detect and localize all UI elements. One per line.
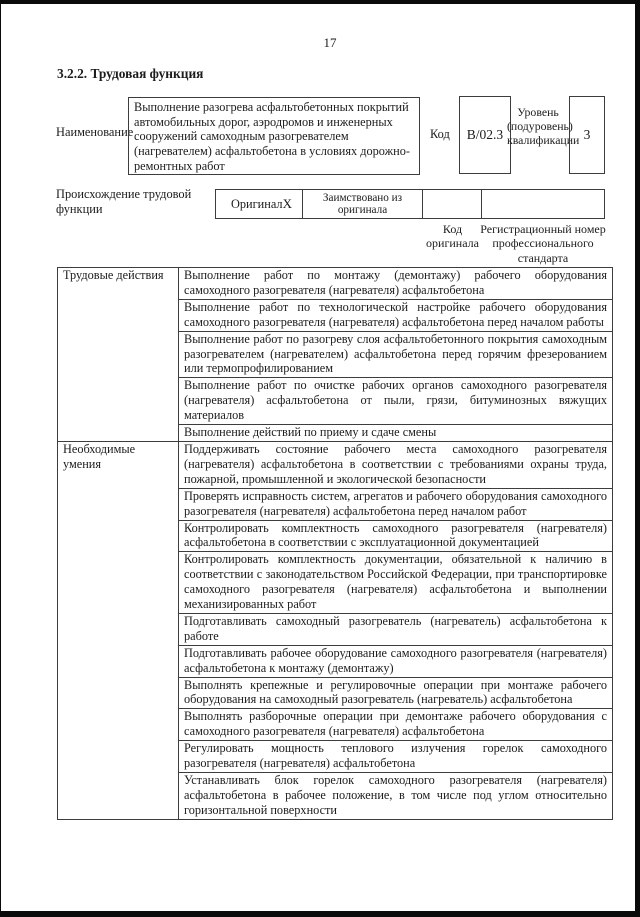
skill-item: Контролировать комплектность документации, обязательной к наличию в соответствии с законодательством Российской Федерации, при транспортировке самоходного разогревателя (нагревателя) асфальтобетона и выполнении механизированных работ bbox=[179, 552, 613, 614]
skill-item: Подготавливать рабочее оборудование самоходного разогревателя (нагревателя) асфальтобетона к монтажу (демонтажу) bbox=[179, 645, 613, 677]
scan-edge-bottom bbox=[0, 911, 640, 917]
scan-edge-top bbox=[0, 0, 640, 4]
function-code-label: Код bbox=[430, 127, 450, 141]
work-action-item: Выполнение действий по приему и сдаче смены bbox=[179, 425, 613, 442]
function-code-value-box: В/02.3 bbox=[459, 96, 511, 174]
work-action-item: Выполнение работ по очистке рабочих органов самоходного разогревателя (нагревателя) асфальтобетона от пыли, грязи, битуминозных вяжущих материалов bbox=[179, 378, 613, 425]
section-label-work-actions: Трудовые действия bbox=[58, 268, 179, 442]
skill-item: Подготавливать самоходный разогреватель (нагреватель) асфальтобетона к работе bbox=[179, 613, 613, 645]
origin-code-caption: Код оригинала bbox=[426, 222, 479, 251]
skill-item: Выполнять разборочные операции при демонтаже рабочего оборудования с самоходного разогревателя (нагревателя) асфальтобетона bbox=[179, 709, 613, 741]
origin-table bbox=[215, 189, 605, 219]
section-heading: 3.2.2. Трудовая функция bbox=[57, 66, 204, 81]
origin-original-label: Оригинал bbox=[231, 196, 283, 211]
table-row bbox=[58, 441, 613, 488]
qualification-level-value-box: 3 bbox=[569, 96, 605, 174]
work-action-item: Выполнение работ по монтажу (демонтажу) рабочего оборудования самоходного разогревателя (нагревателя) асфальтобетона bbox=[179, 268, 613, 300]
origin-borrowed-cell: Заимствовано из оригинала bbox=[303, 190, 423, 218]
origin-original-cell bbox=[216, 190, 303, 218]
skill-item: Контролировать комплектность самоходного разогревателя (нагревателя) асфальтобетона в соответствии с эксплуатационной документацией bbox=[179, 520, 613, 552]
skill-item: Регулировать мощность теплового излучения горелок самоходного разогревателя (нагревателя) асфальтобетона bbox=[179, 741, 613, 773]
skill-item: Поддерживать состояние рабочего места самоходного разогревателя (нагревателя) асфальтобетона в соответствии с требованиями охраны труда, пожарной, промышленной и экологической безопасности bbox=[179, 441, 613, 488]
table-row bbox=[58, 268, 613, 300]
skill-item: Устанавливать блок горелок самоходного разогревателя (нагревателя) асфальтобетона в рабочее положение, в том числе под углом относительно горизонтальной поверхности bbox=[179, 773, 613, 820]
qualification-level-label: Уровень (подуровень) квалификации bbox=[507, 105, 580, 147]
origin-code-value-cell bbox=[423, 190, 482, 218]
scan-edge-left bbox=[0, 0, 1, 917]
skill-item: Выполнять крепежные и регулировочные операции при монтаже рабочего оборудования на самоходный разогреватель (нагреватель) асфальтобетона bbox=[179, 677, 613, 709]
origin-label: Происхождение трудовой функции bbox=[56, 187, 192, 217]
origin-reg-caption: Регистрационный номер профессионального стандарта bbox=[480, 222, 606, 265]
skill-item: Проверять исправность систем, агрегатов и рабочего оборудования самоходного разогревателя (нагревателя) асфальтобетона перед началом работ bbox=[179, 488, 613, 520]
details-table bbox=[57, 267, 613, 820]
origin-original-mark: X bbox=[282, 196, 292, 211]
function-name-value-box: Выполнение разогрева асфальтобетонных покрытий автомобильных дорог, аэродромов и инженерных сооружений самоходным разогревателем (нагревателем) асфальтобетона в условиях дорожно-ремонтных работ bbox=[128, 97, 420, 175]
function-name-label: Наименование bbox=[56, 125, 134, 139]
work-action-item: Выполнение работ по технологической настройке рабочего оборудования самоходного разогревателя (нагревателя) асфальтобетона перед началом работы bbox=[179, 299, 613, 331]
section-label-required-skills: Необходимые умения bbox=[58, 441, 179, 819]
page-number: 17 bbox=[323, 35, 337, 50]
scan-edge-right bbox=[635, 0, 640, 917]
work-action-item: Выполнение работ по разогреву слоя асфальтобетонного покрытия самоходным разогревателем (нагревателем) асфальтобетона перед горячим фрезерованием или термопрофилированием bbox=[179, 331, 613, 378]
origin-reg-value-cell bbox=[482, 190, 604, 218]
